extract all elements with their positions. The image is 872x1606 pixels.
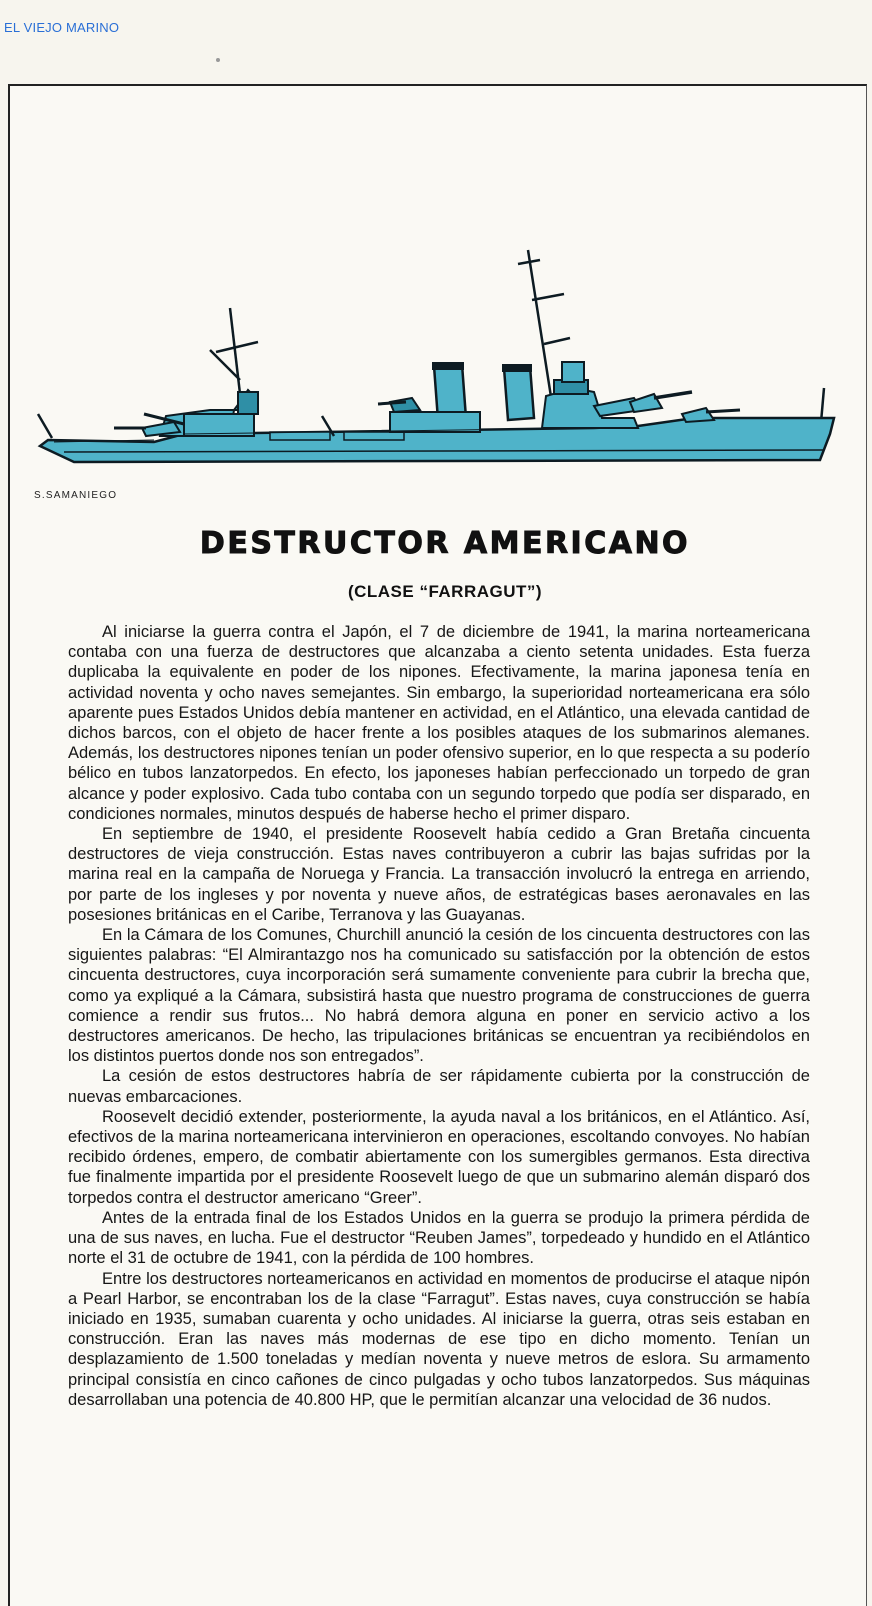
speck [216,58,220,62]
illustrator-signature: S.SAMANIEGO [34,490,118,501]
paragraph: Antes de la entrada final de los Estados Unidos en la guerra se produjo la primera pérdida de una de sus naves, en lucha. Fue el destructor “Reuben James”, torpedeado y hundido en el Atlántico norte el 31 de octubre de 1941, con la pérdida de 100 hombres. [68,1208,810,1268]
blog-title-link[interactable]: EL VIEJO MARINO [4,20,120,35]
article-body [68,622,810,1410]
paragraph: En la Cámara de los Comunes, Churchill anunció la cesión de los cincuenta destructores con las siguientes palabras: “El Almirantazgo nos ha comunicado su satisfacción por la obtención de estos cincuenta destructores, cuya incorporación será sumamente conveniente para cubrir la brecha que, como ya expliqué a la Cámara, subsistirá hasta que nuestro programa de construcciones de guerra comience a rendir sus frutos... No habrá demora alguna en poner en servicio activo a los destructores americanos. De hecho, las tripulaciones británicas se encuentran ya recibiéndolos en los distintos puertos donde nos son entregados”. [68,926,810,1066]
paragraph: La cesión de estos destructores habría de ser rápidamente cubierta por la construcción de nuevas embarcaciones. [68,1067,810,1106]
article-title: DESTRUCTOR AMERICANO [199,526,691,561]
article-page [8,84,867,1606]
destroyer-ship-icon [34,166,854,496]
paragraph: Al iniciarse la guerra contra el Japón, el 7 de diciembre de 1941, la marina norteamericana contaba con una fuerza de destructores que alcanzaba a ciento setenta unidades. Esta fuerza duplicaba la equivalente en poder de los nipones. Efectivamente, la marina japonesa tenía en actividad noventa y ocho naves semejantes. Sin embargo, la superioridad norteamericana era sólo aparente pues Estados Unidos debía mantener en actividad, en el Atlántico, una elevada cantidad de dichos barcos, con el objeto de hacer frente a los posibles ataques de los submarinos alemanes. Además, los destructores nipones tenían un poder ofensivo superior, en lo que respecta a su poderío bélico en tubos lanzatorpedos. En efecto, los japoneses habían perfeccionado un torpedo de gran alcance y poder explosivo. Cada tubo contaba con un segundo torpedo que podía ser disparado, en condiciones normales, minutos después de haberse hecho el primer disparo. [68,623,810,823]
paragraph: Entre los destructores norteamericanos en actividad en momentos de producirse el ataque nipón a Pearl Harbor, se encontraban los de la clase “Farragut”. Estas naves, cuya construcción se había iniciado en 1935, sumaban cuarenta y ocho unidades. Al iniciarse la guerra, otras seis estaban en construcción. Eran las naves más modernas de ese tipo en dicho momento. Tenían un desplazamiento de 1.500 toneladas y medían noventa y nueve metros de eslora. Su armamento principal consistía en cinco cañones de cinco pulgadas y ocho tubos lanzatorpedos. Sus máquinas desarrollaban una potencia de 40.800 HP, que le permitían alcanzar una velocidad de 36 nudos. [68,1269,810,1409]
article-subtitle: (CLASE “FARRAGUT”) [347,582,543,601]
paragraph: En septiembre de 1940, el presidente Roosevelt había cedido a Gran Bretaña cincuenta destructores de vieja construcción. Estas naves contribuyeron a cubrir las bajas sufridas por la marina real en la campaña de Noruega y Francia. La transacción involucró la entrega en arriendo, por parte de los ingleses y por noventa y nueve años, de estratégicas bases aeronavales en las posesiones británicas en el Caribe, Terranova y las Guayanas. [68,825,810,924]
paragraph: Roosevelt decidió extender, posteriormente, la ayuda naval a los británicos, en el Atlántico. Así, efectivos de la marina norteamericana intervinieron en operaciones, escoltando convoyes. No habían recibido órdenes, empero, de combatir abiertamente con los sumergibles germanos. Esta directiva fue finalmente impartida por el presidente Roosevelt luego de que un submarino alemán disparó dos torpedos contra el destructor americano “Greer”. [68,1107,810,1207]
